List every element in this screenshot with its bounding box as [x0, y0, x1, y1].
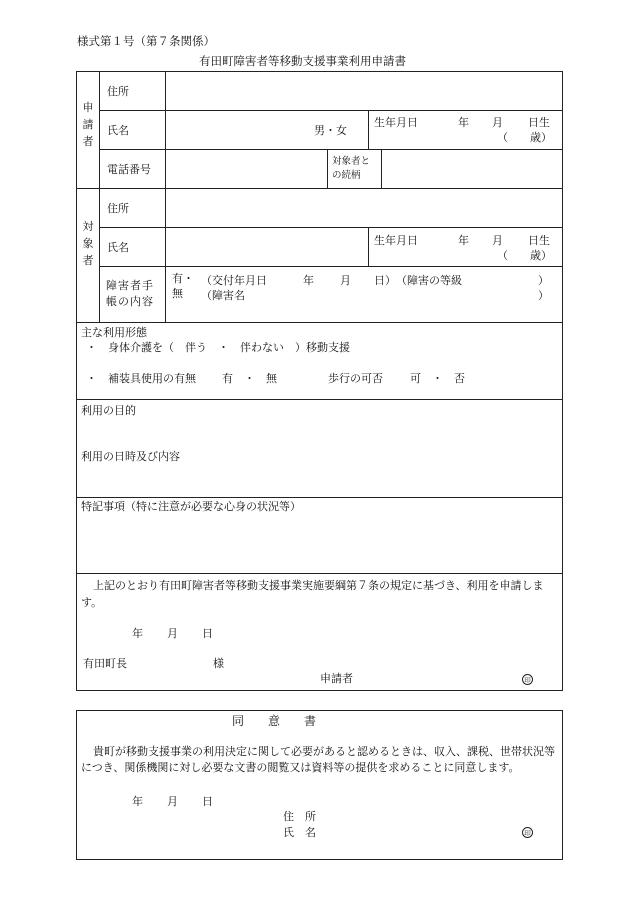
consent-title: 同 意 書: [232, 714, 317, 728]
subject-address-field[interactable]: [166, 189, 562, 227]
applicant-section-label: 申 請 者: [82, 101, 94, 149]
purpose-label: 利用の目的: [81, 404, 136, 417]
care-line[interactable]: ・ 身体介護を（ 伴う ・ 伴わない ）移動支援: [86, 341, 350, 354]
subject-birth-month: 月: [492, 234, 503, 247]
column-divider: [327, 149, 328, 188]
applicant-age-open: （: [497, 131, 508, 144]
usage-label: 主な利用形態: [81, 326, 147, 339]
consent-date-day: 日: [202, 795, 213, 808]
applicant-phone-field[interactable]: [166, 150, 326, 188]
subject-name-label: 氏名: [107, 241, 129, 254]
subject-age-close: 歳）: [530, 249, 552, 262]
subject-section-label: 対 象 者: [82, 220, 94, 268]
issue-year: 年: [303, 274, 314, 287]
purpose-field[interactable]: [77, 420, 562, 446]
consent-seal-mark: 印: [522, 827, 533, 838]
applicant-gender-options[interactable]: 男・女: [314, 124, 347, 137]
applicant-age-close: 歳）: [530, 131, 552, 144]
section-divider: [76, 573, 563, 574]
applicant-name-label: 氏名: [107, 124, 129, 137]
form-title: 有田町障害者等移動支援事業利用申請書: [199, 54, 406, 68]
remarks-field[interactable]: [77, 516, 562, 572]
remarks-label: 特記事項（特に注意が必要な心身の状況等）: [81, 500, 301, 513]
column-divider: [368, 227, 369, 266]
consent-date-month: 月: [167, 795, 178, 808]
applicant-address-field[interactable]: [166, 72, 562, 110]
subject-address-label: 住所: [107, 202, 129, 215]
applicant-birthdate-label: 生年月日: [374, 116, 418, 129]
applicant-signature-label: 申請者: [320, 672, 353, 685]
handbook-label: 障害者手帳の内容: [106, 279, 154, 308]
applicant-signature-field[interactable]: [362, 668, 512, 686]
column-divider: [99, 71, 100, 322]
form-number: 様式第１号（第７条関係）: [77, 34, 215, 48]
applicant-phone-label: 電話番号: [107, 163, 151, 176]
seal-mark: 印: [522, 674, 533, 685]
section-divider: [76, 322, 563, 323]
handbook-options[interactable]: 有・無: [172, 272, 194, 300]
subject-birthdate-label: 生年月日: [374, 234, 418, 247]
applicant-birth-day: 日生: [528, 116, 550, 129]
grade-close: ）: [538, 274, 549, 287]
addressee-honorific: 様: [213, 657, 224, 670]
walking-label: 歩行の可否: [328, 372, 383, 385]
subject-age-open: （: [497, 249, 508, 262]
declaration-text: 上記のとおり有田町障害者等移動支援事業実施要綱第７条の規定に基づき、利用を申請します。: [81, 579, 544, 609]
relation-field[interactable]: [382, 150, 562, 188]
consent-text: 貴町が移動支援事業の利用決定に関して必要があると認めるときは、収入、課税、世帯状況等につき、関係機関に対し必要な文書の閲覧又は資料等の提供を求めることに同意します。: [81, 745, 555, 774]
issue-month: 月: [340, 274, 351, 287]
issue-day: 日）: [374, 274, 396, 287]
consent-name-label: 氏 名: [283, 826, 316, 839]
section-divider: [76, 497, 563, 498]
applicant-name-field[interactable]: [166, 111, 306, 149]
addressee: 有田町長: [83, 657, 127, 670]
section-divider: [76, 399, 563, 400]
disability-name-label: （障害名: [201, 289, 245, 302]
relation-label: 対象者との続柄: [332, 156, 371, 181]
declaration-date-day: 日: [202, 627, 213, 640]
consent-address-label: 住 所: [283, 810, 316, 823]
declaration-date-month: 月: [167, 627, 178, 640]
issue-date-label: （交付年月日: [201, 274, 267, 287]
subject-birth-day: 日生: [528, 234, 550, 247]
datetime-field[interactable]: [77, 466, 562, 496]
applicant-address-label: 住所: [107, 85, 129, 98]
equipment-label: ・ 補装具使用の有無: [86, 372, 196, 385]
applicant-birth-year: 年: [458, 116, 469, 129]
grade-label: （障害の等級: [396, 274, 462, 287]
declaration-date-year: 年: [132, 627, 143, 640]
column-divider: [368, 110, 369, 149]
subject-birth-year: 年: [458, 234, 469, 247]
row-divider: [99, 266, 563, 267]
equipment-options[interactable]: 有 ・ 無: [222, 372, 277, 385]
datetime-label: 利用の日時及び内容: [81, 450, 180, 463]
applicant-birth-month: 月: [492, 116, 503, 129]
disability-name-close: ）: [538, 289, 549, 302]
subject-name-field[interactable]: [166, 228, 367, 266]
consent-name-field[interactable]: [322, 822, 512, 840]
walking-options[interactable]: 可 ・ 否: [410, 372, 465, 385]
consent-date-year: 年: [132, 795, 143, 808]
